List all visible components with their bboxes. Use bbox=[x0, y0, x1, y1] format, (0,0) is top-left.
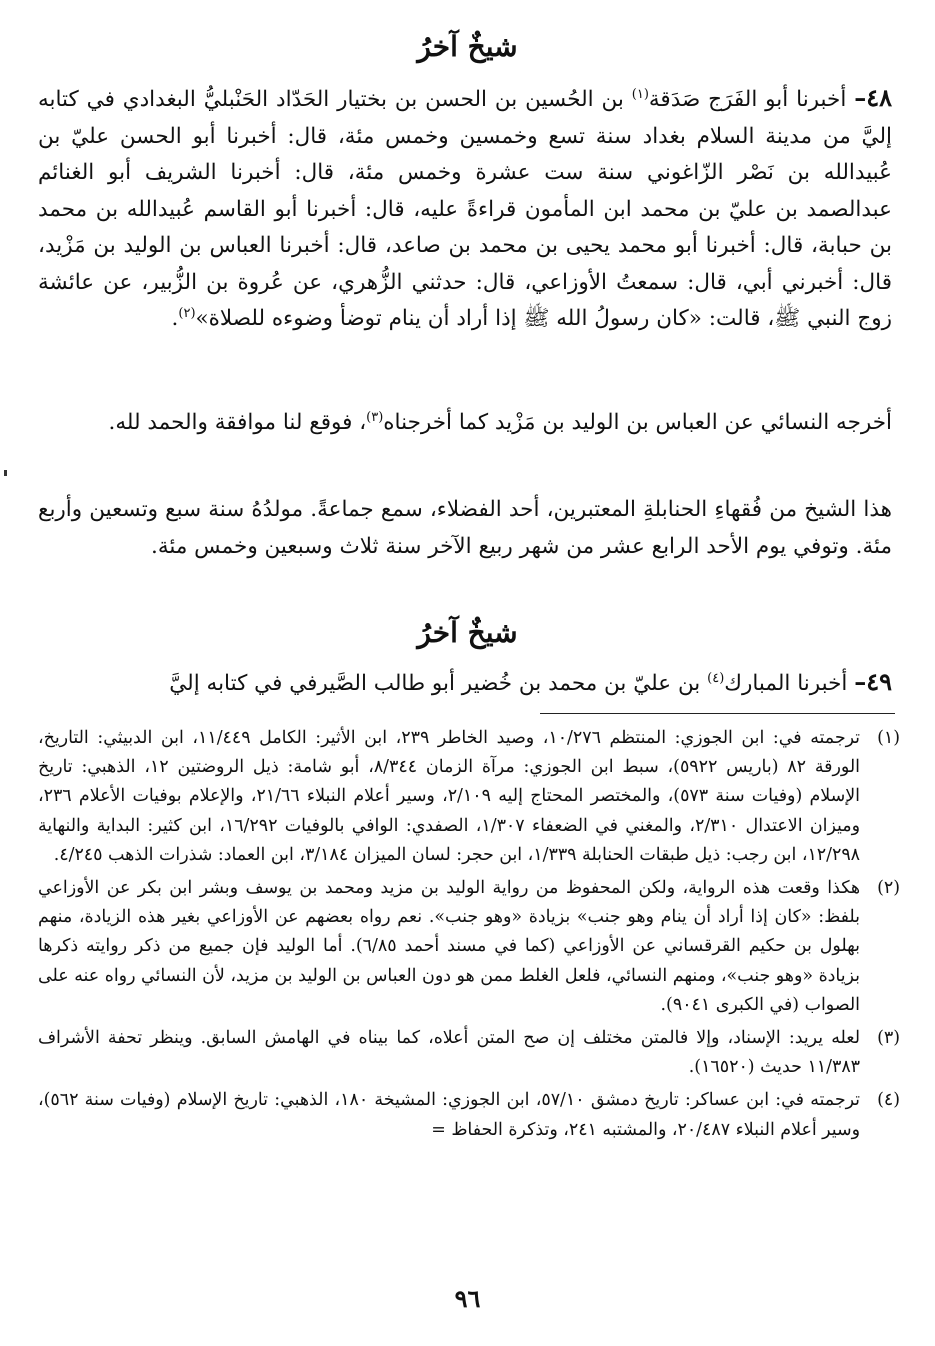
section-heading-2: شيخٌ آخرُ bbox=[417, 616, 518, 649]
entry-49-text-start: أخبرنا المبارك bbox=[724, 671, 848, 696]
entry-49-text-end: بن عليّ بن محمد بن خُضير أبو طالب الصَّيرفي في كتابه إليَّ bbox=[169, 671, 701, 696]
entry-48-block bbox=[38, 80, 892, 338]
takhrij-text-start: أخرجه النسائي عن العباس بن الوليد بن مَزْيد كما أخرجناه bbox=[383, 410, 892, 435]
footnote-3 bbox=[38, 1024, 900, 1082]
entry-49-number: ٤٩– bbox=[854, 667, 892, 696]
footnote-text: ترجمته في: ابن الجوزي: المنتظم ١٠/٢٧٦، وصيد الخاطر ٢٣٩، ابن الأثير: الكامل ١١/٤٤٩، ابن الدبيثي: التاريخ، الورقة ٨٢ (باريس ٥٩٢٢)، سبط ابن الجوزي: مرآة الزمان ٨/٣٤٤، أبو شامة: ذيل الروضتين ١٢، الذهبي: تاريخ الإسلام (وفيات سنة ٥٧٣)، والمختصر المحتاج إليه ٢/١٠٩، وسير أعلام النبلاء ٢١/٦٦، والإعلام بوفيات الأعلام ٢٣٦، وميزان الاعتدال ٢/٣١٠، والمغني في الضعفاء ١/٣٠٧، الصفدي: الوافي بالوفيات ١٦/٢٩٢، ابن كثير: البداية والنهاية ١٢/٢٩٨، ابن رجب: ذيل طبقات الحنابلة ١/٣٣٩، ابن حجر: لسان الميزان ٣/١٨٤، ابن العماد: شذرات الذهب ٤/٢٤٥. bbox=[38, 728, 861, 865]
entry-48-paragraph bbox=[38, 80, 892, 338]
entry-48-number: ٤٨– bbox=[854, 83, 892, 112]
footnote-ref-3[interactable]: (٣) bbox=[366, 409, 384, 425]
footnote-text: ترجمته في: ابن عساكر: تاريخ دمشق ٥٧/١٠، ابن الجوزي: المشيخة ١٨٠، الذهبي: تاريخ الإسلام (وفيات سنة ٥٦٢)، وسير أعلام النبلاء ٢٠/٤٨٧، والمشتبه ٢٤١، وتذكرة الحفاظ = bbox=[38, 1090, 861, 1140]
footnote-text: هكذا وقعت هذه الرواية، ولكن المحفوظ من رواية الوليد بن مزيد ومحمد بن يوسف وبشر ابن بكر عن الأوزاعي بلفظ: «كان إذا أراد أن ينام وهو جنب» بزيادة «وهو جنب». نعم رواه بعضهم عن الأوزاعي بغير هذه الزيادة، منهم بهلول بن حكيم القرقساني عن الأوزاعي (كما في مسند أحمد ٦/٨٥). أما الوليد فإن جميع من ذكر روايته ذكرها بزيادة «وهو جنب»، ومنهم النسائي، فلعل الغلط ممن هو دون العباس بن الوليد بن مزيد، لأن النسائي رواه عنه على الصواب (في الكبرى ٩٠٤١). bbox=[38, 878, 861, 1015]
entry-48-end: . bbox=[171, 306, 179, 331]
footnote-text: لعله يريد: الإسناد، وإلا فالمتن مختلف إن صح المتن أعلاه، كما بيناه في الهامش السابق. وينظر تحفة الأشراف ١١/٣٨٣ حديث (١٦٥٢٠). bbox=[38, 1028, 860, 1078]
footnote-1 bbox=[38, 724, 900, 870]
takhrij-block bbox=[38, 405, 892, 442]
footnote-4 bbox=[38, 1086, 900, 1144]
footnote-2 bbox=[38, 874, 900, 1020]
page-number: ٩٦ bbox=[454, 1284, 481, 1313]
footnote-ref-1[interactable]: (١) bbox=[631, 86, 649, 102]
margin-speck bbox=[4, 470, 7, 476]
entry-49-paragraph bbox=[38, 664, 892, 703]
footnote-number: (١) bbox=[877, 728, 900, 748]
footnote-number: (٢) bbox=[877, 878, 900, 899]
takhrij-text-end: ، فوقع لنا موافقة والحمد لله. bbox=[108, 410, 367, 435]
takhrij-paragraph bbox=[38, 405, 892, 442]
footnotes-section bbox=[38, 724, 900, 1149]
biography-block bbox=[38, 492, 892, 565]
entry-49-block bbox=[38, 664, 892, 703]
entry-48-text-body: بن الحُسين بن الحسن بن بختيار الحَدّاد الحَنْبليُّ البغدادي في كتابه إليَّ من مدينة السلام بغداد سنة تسع وخمسين وخمس مئة، قال: أخبرنا أبو الحسن عليّ بن عُبيدالله بن نَصْر الزّاغوني سنة ست عشرة وخمس مئة، قال: أخبرنا الشريف أبو الغنائم عبدالصمد بن عليّ بن محمد ابن المأمون قراءةً عليه، قال: أخبرنا أبو القاسم عُبيدالله بن محمد بن حبابة، قال: أخبرنا أبو محمد يحيى بن محمد بن صاعد، قال: أخبرنا العباس بن الوليد بن مَزْيد، قال: أخبرني أبي، قال: سمعتُ الأوزاعي، قال: حدثني الزُّهري، عن عُروة بن الزُّبير، عن عائشة زوج النبي ﷺ، قالت: «كان رسولُ الله ﷺ إذا أراد أن ينام توضأ وضوءه للصلاة» bbox=[38, 87, 892, 331]
section-heading-1: شيخٌ آخرُ bbox=[417, 30, 518, 63]
biography-paragraph: هذا الشيخ من فُقهاءِ الحنابلةِ المعتبرين، أحد الفضلاء، سمع جماعةً. مولدُهُ سنة سبع وتسعين وأربع مئة. وتوفي يوم الأحد الرابع عشر من شهر ربيع الآخر سنة ثلاث وسبعين وخمس مئة. bbox=[38, 497, 892, 559]
footnote-ref-4[interactable]: (٤) bbox=[707, 670, 725, 686]
footnote-ref-2[interactable]: (٢) bbox=[178, 305, 196, 321]
footnote-number: (٤) bbox=[877, 1090, 900, 1111]
footnote-separator-rule bbox=[540, 713, 895, 714]
footnote-number: (٣) bbox=[877, 1028, 900, 1049]
entry-48-text-start: أخبرنا أبو الفَرَج صَدَقة bbox=[648, 87, 847, 112]
